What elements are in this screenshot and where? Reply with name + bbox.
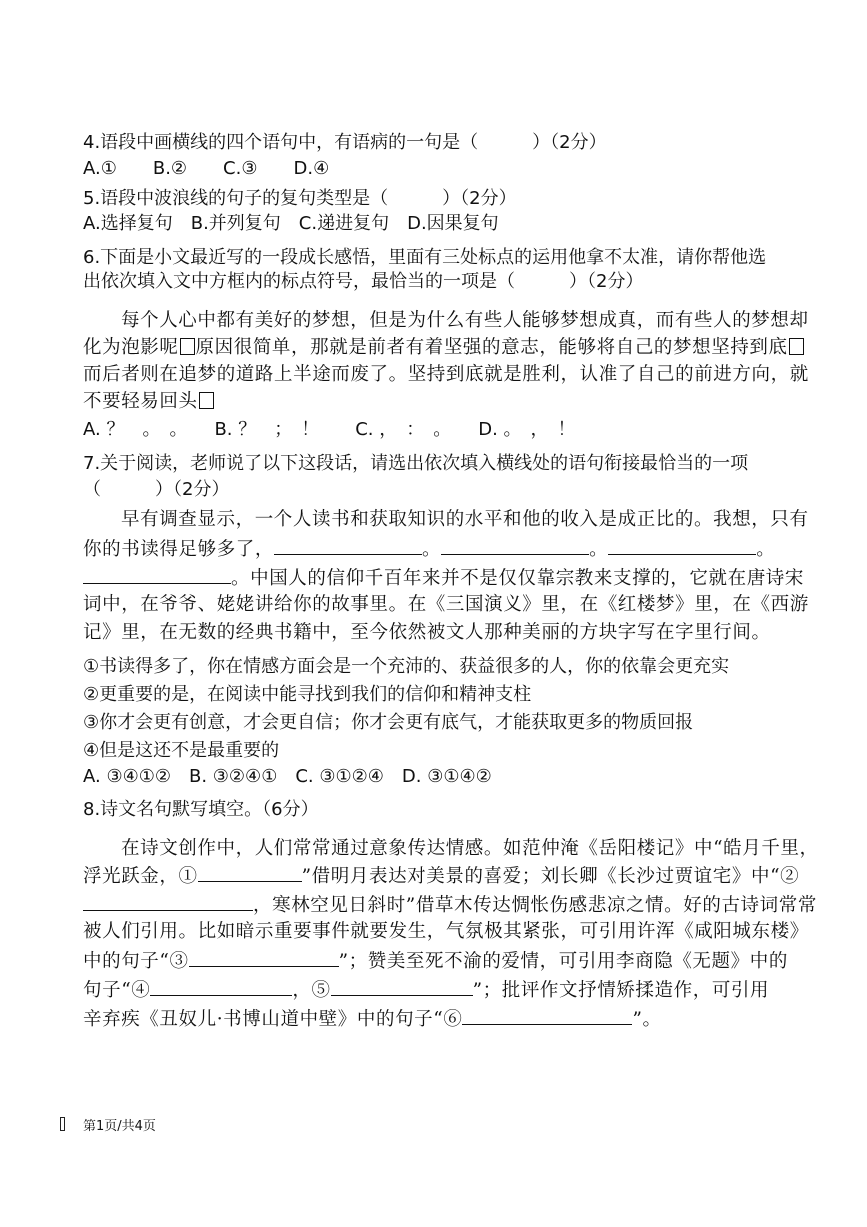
q8-line5a: 中的句子“③ — [83, 951, 189, 972]
q7-passage-line5: 记》里，在无数的经典书籍中，至今依然被文人那种美丽的方块字写在字里行间。 — [83, 622, 771, 643]
q7-item1: ①书读得多了，你在情感方面会是一个充沛的、获益很多的人，你的依靠会更充实 — [83, 656, 730, 677]
q7-passage-line3 — [83, 565, 804, 591]
q7-item4: ④但是这还不是最重要的 — [83, 740, 280, 761]
q8-line4: 被人们引用。比如暗示重要事件就要发生，气氛极其紧张，可引用许浑《咸阳城东楼》 — [83, 921, 809, 942]
q4-options: A.① B.② C.③ D.④ — [83, 158, 330, 179]
q6-stem-line2: 出依次填入文中方框内的标点符号，最恰当的一项是（ ）（2分） — [83, 271, 644, 292]
q8-line7b: ”。 — [632, 1009, 662, 1030]
q8-line6a: 句子“④ — [83, 980, 151, 1001]
q6-passage-line2b: 原因很简单，那就是前者有着坚强的意志，能够将自己的梦想坚持到底 — [195, 337, 788, 358]
q7-passage-line2-text: 你的书读得足够多了， — [83, 539, 275, 560]
q7-options: A. ③④①② B. ③②④① C. ③①②④ D. ③①④② — [83, 766, 492, 787]
q8-line6c: ”；批评作文抒情矫揉造作，可引用 — [472, 980, 770, 1001]
q7-passage-line4: 词中，在爷爷、姥姥讲给你的故事里。在《三国演义》里，在《红楼梦》里，在《西游 — [83, 594, 809, 615]
q5-stem: 5.语段中波浪线的句子的复句类型是（ ）（2分） — [83, 188, 517, 209]
q8-line3 — [83, 892, 817, 918]
q7-passage-line1: 早有调查显示，一个人读书和获取知识的水平和他的收入是成正比的。我想，只有 — [121, 509, 809, 530]
blank-3 — [608, 536, 756, 555]
q7-stem-line1: 7.关于阅读，老师说了以下这段话，请选出依次填入横线处的语句衔接最恰当的一项 — [83, 453, 749, 474]
q7-item2: ②更重要的是，在阅读中能寻找到我们的信仰和精神支柱 — [83, 684, 532, 705]
q5-options: A.选择复句 B.并列复句 C.递进复句 D.因果复句 — [83, 213, 499, 234]
blank-1 — [274, 536, 422, 555]
q8-line2a: 浮光跃金，① — [83, 866, 198, 887]
page-number: 第1页/共4页 — [83, 1119, 156, 1134]
blank-poem-3 — [189, 948, 339, 967]
q8-stem: 8.诗文名句默写填空。（6分） — [83, 799, 319, 820]
q6-options: A. ？ 。 。 B. ？ ； ！ C. ， ： 。 D. 。 ， ！ — [83, 419, 576, 440]
q8-line5b: ”；赞美至死不渝的爱情，可引用李商隐《无题》中的 — [338, 951, 788, 972]
q6-passage-line3: 而后者则在追梦的道路上半途而废了。坚持到底就是胜利，认准了自己的前进方向，就 — [83, 364, 809, 385]
q6-passage-line4 — [83, 390, 215, 414]
page-footer — [60, 1115, 156, 1134]
blank-poem-4 — [150, 977, 292, 996]
q6-passage-line2a: 化为泡影呢 — [83, 337, 179, 358]
q6-passage-line1: 每个人心中都有美好的梦想，但是为什么有些人能够梦想成真，而有些人的梦想却 — [121, 310, 809, 331]
q7-passage-line2: 你的书读得足够多了， 。 。 。 — [83, 536, 775, 562]
q4-stem: 4.语段中画横线的四个语句中，有语病的一句是（ ）（2分） — [83, 132, 607, 153]
q8-line3-text: ，寒林空见日斜时”借草木传达惆怅伤感悲凉之情。好的古诗词常常 — [253, 895, 817, 916]
q8-line6b: ，⑤ — [292, 980, 331, 1001]
q7-stem-line2: （ ）（2分） — [83, 479, 230, 500]
blank-4 — [83, 565, 231, 584]
q6-passage-line2 — [83, 336, 805, 360]
blank-poem-2 — [83, 892, 253, 911]
q8-line2b: ”借明月表达对美景的喜爱；刘长卿《长沙过贾谊宅》中“② — [301, 866, 800, 887]
blank-poem-6 — [462, 1006, 632, 1025]
q8-line6 — [83, 977, 769, 1003]
q6-stem-line1: 6.下面是小文最近写的一段成长感悟，里面有三处标点的运用他拿不太准，请你帮他选 — [83, 247, 767, 268]
q8-line5 — [83, 948, 788, 974]
q6-passage-line4-text: 不要轻易回头 — [83, 391, 198, 412]
blank-2 — [441, 536, 589, 555]
q8-line1: 在诗文创作中，人们常常通过意象传达情感。如范仲淹《岳阳楼记》中“皓月千里， — [121, 838, 819, 859]
binding-mark-icon — [60, 1117, 65, 1131]
punctuation-box-3 — [199, 392, 214, 409]
q7-passage-line3-tail: 。中国人的信仰千百年来并不是仅仅靠宗教来支撑的，它就在唐诗宋 — [231, 568, 805, 589]
q8-line7 — [83, 1006, 662, 1032]
blank-poem-5 — [331, 977, 473, 996]
q7-item3: ③你才会更有创意，才会更自信；你才会更有底气，才能获取更多的物质回报 — [83, 712, 694, 733]
q8-line2 — [83, 863, 799, 889]
punctuation-box-2 — [789, 338, 804, 355]
blank-poem-1 — [198, 863, 302, 882]
punctuation-box-1 — [180, 338, 195, 355]
q8-line7a: 辛弃疾《丑奴儿·书博山道中壁》中的句子“⑥ — [83, 1009, 463, 1030]
